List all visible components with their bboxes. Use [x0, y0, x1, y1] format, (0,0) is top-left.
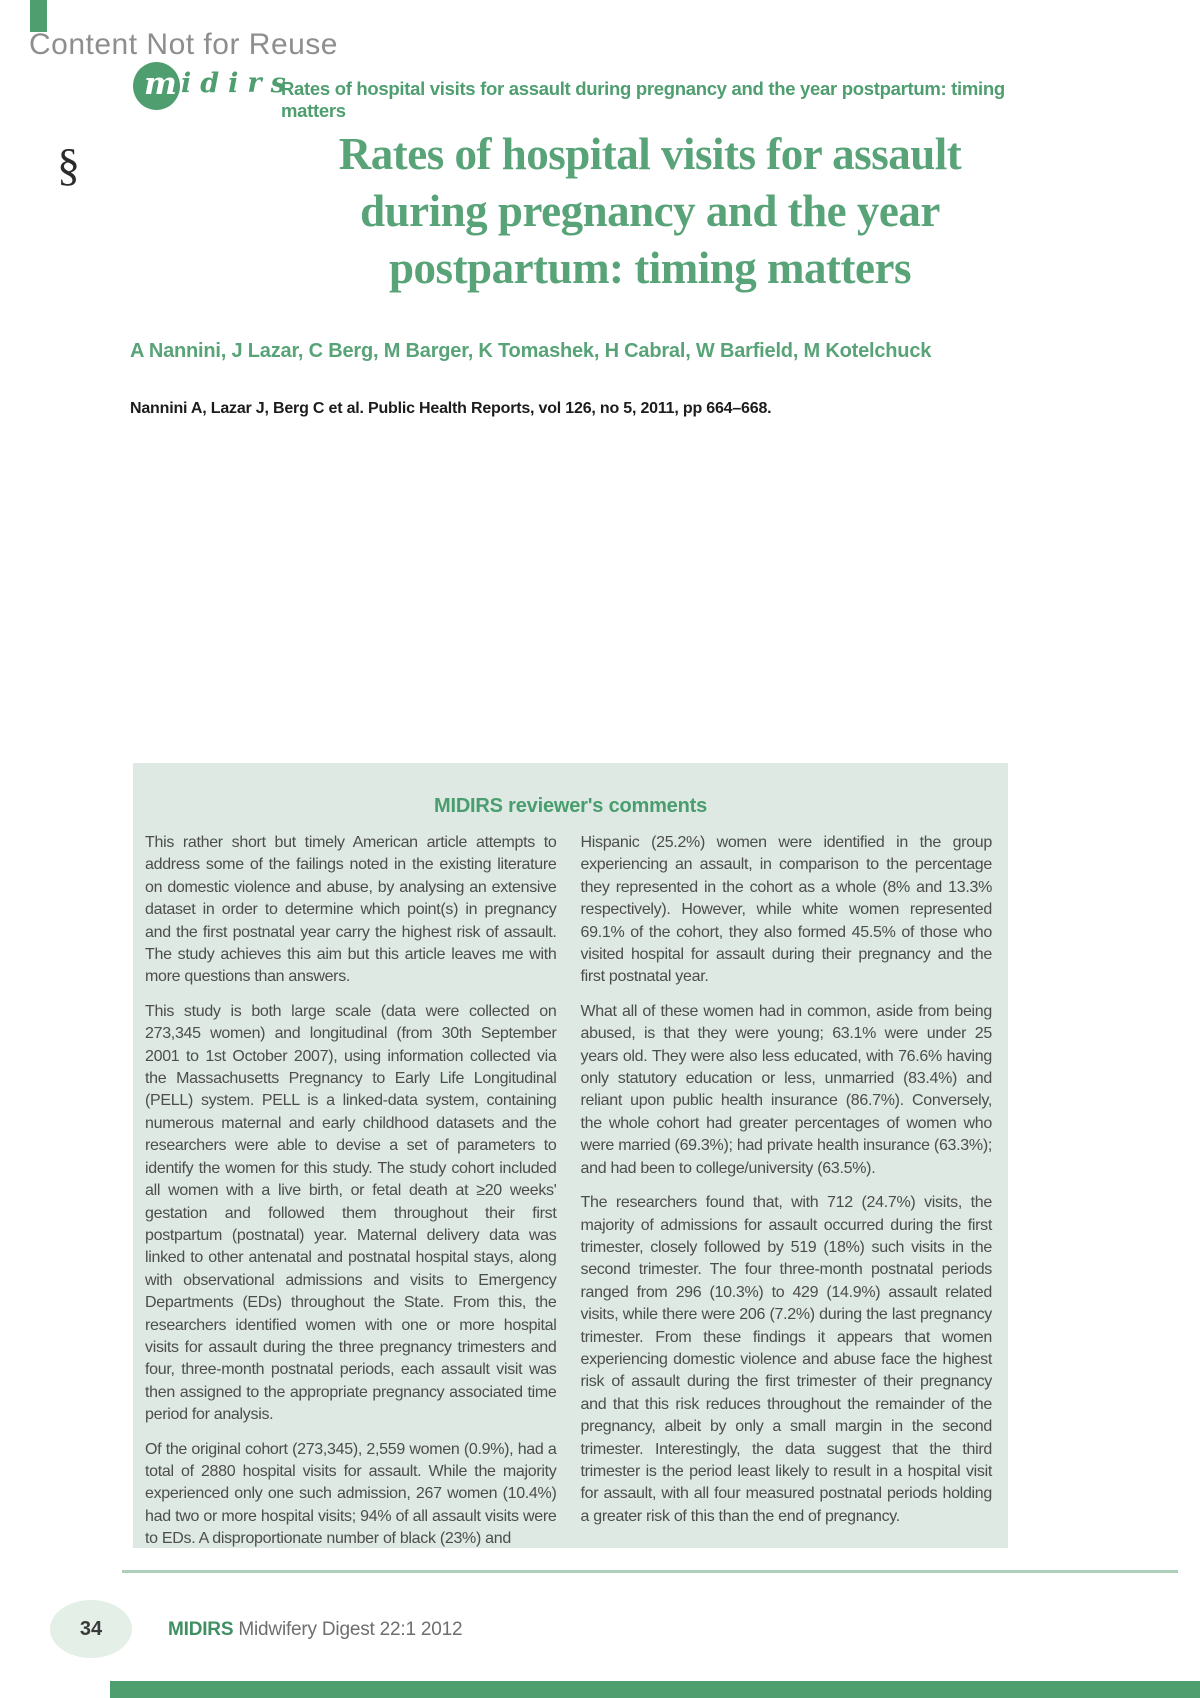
bottom-green-bar: [110, 1681, 1200, 1698]
reviewer-comments-box: [133, 763, 1008, 1548]
reviewer-comments-columns: [133, 818, 1008, 1548]
left-paragraph-1: This rather short but timely American article attempts to address some of the failings noted in the existing literature on domestic violence and abuse, by analysing an extensive dataset in order to determine which point(s) in pregnancy and the first postnatal year carry the highest risk of assault. The study achieves this aim but this article leaves me with more questions than answers.: [145, 834, 557, 986]
footer-journal-line: [168, 1619, 462, 1641]
citation-line: Nannini A, Lazar J, Berg C et al. Public Health Reports, vol 126, no 5, 2011, pp 664–668.: [130, 400, 772, 417]
article-title: [130, 126, 1170, 297]
left-paragraph-2: This study is both large scale (data were collected on 273,345 women) and longitudinal (from 30th September 2001 to 1st October 2007), using information collected via the Massachusetts Pregnancy to Early Life Longitudinal (PELL) system. PELL is a linked-data system, containing numerous maternal and early childhood datasets and the researchers were able to devise a set of parameters to identify the women for this study. The study cohort included all women with a live birth, or fetal death at ≥20 weeks' gestation and followed them throughout their first postpartum (postnatal) year. Maternal delivery data was linked to other antenatal and postnatal hospital stays, along with observational admissions and visits to Emergency Departments (EDs) throughout the State. From this, the researchers identified women with one or more hospital visits for assault during the three pregnancy trimesters and four, three-month postnatal periods, each assault visit was then assigned to the appropriate pregnancy associated time period for analysis.: [145, 1002, 557, 1424]
midirs-logo-m: m: [144, 66, 177, 102]
page-number-bubble: [50, 1600, 132, 1658]
right-paragraph-1: Hispanic (25.2%) women were identified in the group experiencing an assault, in comparison to the percentage they represented in the cohort as a whole (8% and 13.3% respectively). However, while white women represented 69.1% of the cohort, they also formed 45.5% of those who visited hospital for assault during their pregnancy and the first postnatal year.: [580, 834, 992, 986]
footer-journal-title: Midwifery Digest 22:1 2012: [238, 1619, 463, 1640]
left-paragraph-3: Of the original cohort (273,345), 2,559 women (0.9%), had a total of 2880 hospital visits for assault. While the majority experienced only one such admission, 267 women (10.4%) had two or more hospital visits; 94% of all assault visits were to EDs. A disproportionate number of black (23%) and: [145, 1440, 557, 1548]
footer-divider-rule: [122, 1570, 1178, 1573]
footer-brand: MIDIRS: [168, 1619, 234, 1640]
reviewer-comments-title: MIDIRS reviewer's comments: [434, 795, 707, 817]
comments-left-column: [145, 832, 557, 1548]
section-symbol: §: [57, 139, 80, 190]
page-number: 34: [79, 1617, 103, 1640]
running-header-title: Rates of hospital visits for assault during pregnancy and the year postpartum: timing matters: [281, 78, 1005, 121]
article-title-line-3: postpartum: timing matters: [389, 243, 911, 293]
midirs-logo-text: idirs: [181, 68, 295, 99]
article-title-line-2: during pregnancy and the year: [360, 186, 940, 236]
watermark-text: Content Not for Reuse: [29, 28, 338, 61]
right-paragraph-3: The researchers found that, with 712 (24.7%) visits, the majority of admissions for assault occurred during the first trimester, closely followed by 519 (18%) such visits in the second trimester. The four three-month postnatal periods ranged from 296 (10.3%) to 429 (14.9%) assault related visits, while there were 206 (7.2%) during the last pregnancy trimester. From these findings it appears that women experiencing domestic violence and abuse face the highest risk of assault during the first trimester of their pregnancy and that this risk reduces throughout the remainder of the pregnancy, albeit by only a small margin in the second trimester. Interestingly, the data suggest that the third trimester is the period least likely to result in a hospital visit for assault, with all four measured postnatal periods holding a greater risk of this than the end of pregnancy.: [580, 1194, 992, 1525]
comments-right-column: [581, 832, 993, 1548]
article-title-line-1: Rates of hospital visits for assault: [338, 129, 962, 179]
authors-line: A Nannini, J Lazar, C Berg, M Barger, K Tomashek, H Cabral, W Barfield, M Kotelchuck: [130, 340, 932, 362]
right-paragraph-2: What all of these women had in common, aside from being abused, is that they were young; 63.1% were under 25 years old. They were also less educated, with 76.6% having only statutory education or less, unmarried (83.4%) and reliant upon public health insurance (86.7%). Conversely, the whole cohort had greater percentages of women who were married (69.3%); had private health insurance (63.3%); and had been to college/university (63.5%).: [580, 1002, 992, 1177]
